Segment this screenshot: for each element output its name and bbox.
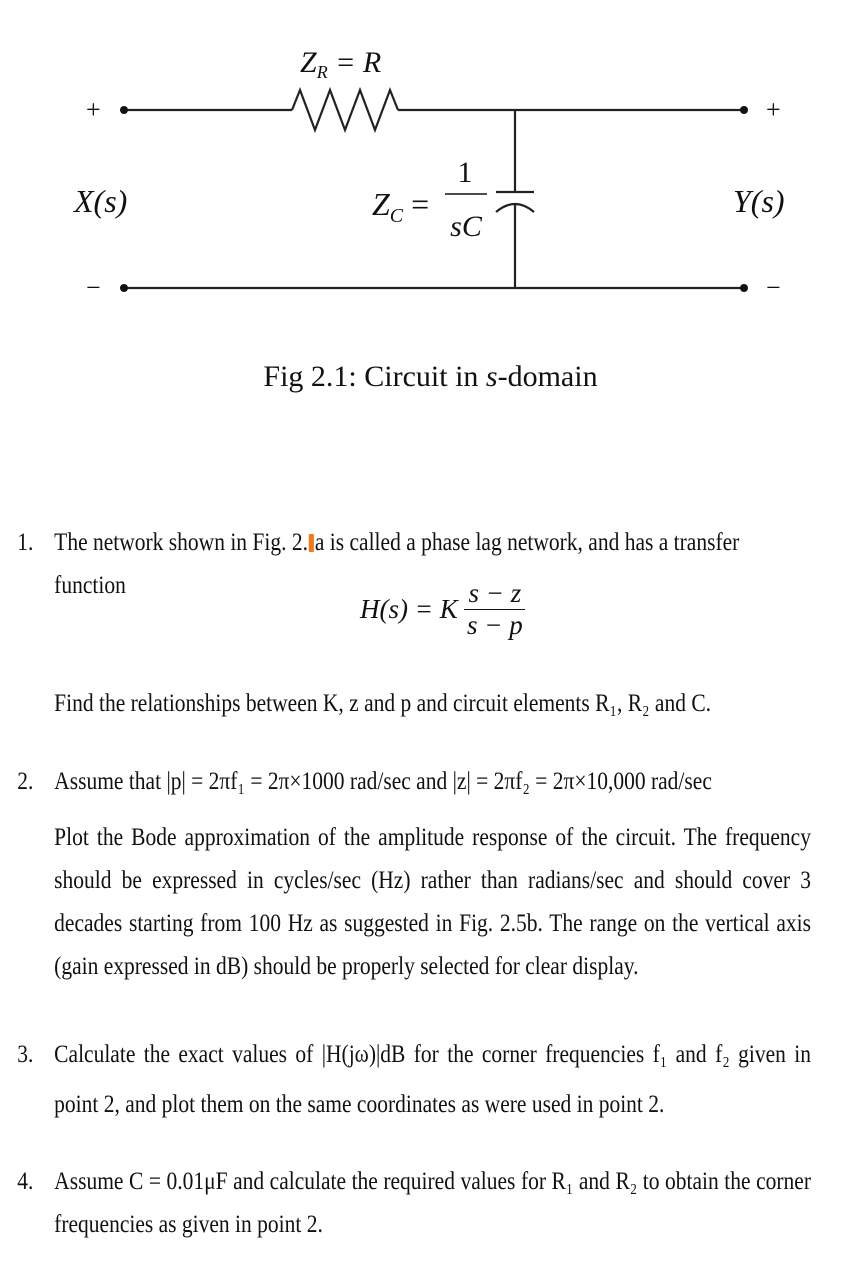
output-minus: −	[766, 273, 781, 302]
figure-caption: Fig 2.1: Circuit in s-domain	[263, 360, 598, 393]
question-line: Assume that |p| = 2πf₁ = 2π×1000 rad/sec and |z| = 2πf₂ = 2π×10,000 rad/sec	[54, 768, 712, 795]
terminal-in-top	[120, 106, 128, 114]
text-cursor	[309, 534, 314, 552]
output-label: Y(s)	[733, 183, 785, 219]
input-minus: −	[86, 273, 101, 302]
output-plus: +	[766, 95, 781, 124]
terminal-in-bottom	[120, 284, 128, 292]
transfer-function-equation: H(s) = K $\frac{s - z}{s - p}$	[360, 578, 525, 641]
question-text: Assume C = 0.01μF and calculate the required values for R₁ and R₂ to obtain the corner frequencies as given in point 2.	[54, 1168, 811, 1238]
zr-label: $Z_R = R$	[300, 46, 382, 82]
question-text: Calculate the exact values of |H(jω)|dB for the corner frequencies f₁ and f₂ given in point 2, and plot them on the same coordinates as were used in point 2.	[54, 1041, 811, 1118]
circuit-diagram	[0, 0, 861, 330]
zc-numerator: 1	[457, 156, 473, 189]
zc-denominator: sC	[450, 210, 482, 243]
question-number: 2.	[17, 768, 34, 795]
terminal-out-bottom	[740, 284, 748, 292]
input-plus: +	[86, 95, 101, 124]
question-text: The network shown in Fig. 2.	[54, 529, 308, 556]
resistor-symbol	[292, 90, 398, 130]
zc-label: $Z_C$ =	[372, 186, 430, 227]
question-number: 3.	[17, 1041, 34, 1068]
terminal-out-top	[740, 106, 748, 114]
question-text: a is called a phase lag network, and has a transfer function	[54, 529, 740, 599]
question-number: 1.	[17, 529, 34, 556]
question-number: 4.	[17, 1168, 34, 1195]
input-label: X(s)	[74, 183, 128, 219]
